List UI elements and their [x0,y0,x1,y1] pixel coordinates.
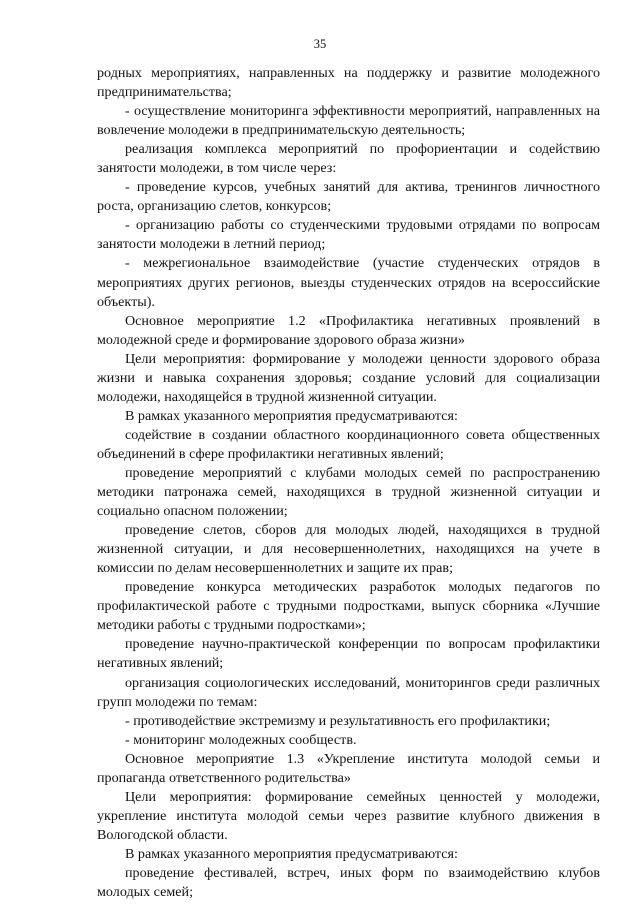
paragraph: Цели мероприятия: формирование семейных ценностей у молодежи, укрепление института молодой семьи через развитие клубного движения в Вологодской области. [97,788,600,843]
paragraph: - противодействие экстремизму и результативность его профилактики; [125,712,551,729]
page-number: 35 [313,37,327,51]
paragraph: Цели мероприятия: формирование у молодежи ценности здорового образа жизни и навыка сохранения здоровья; создание условий для социализации молодежи, находящейся в трудной жизненной ситуации. [97,350,600,405]
paragraph: проведение фестивалей, встреч, иных форм по взаимодействию клубов молодых семей; [97,864,600,901]
paragraph: проведение мероприятий с клубами молодых семей по распространению методики патронажа семей, находящихся в трудной жизненной ситуации и социально опасном положении; [97,464,600,520]
paragraph: Основное мероприятие 1.2 «Профилактика негативных проявлений в молодежной среде и формирование здорового образа жизни» [97,312,600,348]
paragraph: родных мероприятиях, направленных на поддержку и развитие молодежного предпринимательства; [97,65,600,101]
paragraph: организация социологических исследований, мониторингов среди различных групп молодежи по темам: [97,674,600,710]
paragraph: содействие в создании областного координационного совета общественных объединений в сфере профилактики негативных явлений; [97,426,600,462]
paragraph: - осуществление мониторинга эффективности мероприятий, направленных на вовлечение молодежи в предпринимательскую деятельность; [97,103,600,139]
paragraph: проведение слетов, сборов для молодых людей, находящихся в трудной жизненной ситуации, и для несовершеннолетних, находящихся на учете в комиссии по делам несовершеннолетних и защите их прав; [97,522,600,577]
paragraph: - организацию работы со студенческими трудовыми отрядами по вопросам занятости молодежи в летний период; [97,217,600,253]
paragraph: реализация комплекса мероприятий по профориентации и содействию занятости молодежи, в том числе через: [97,141,600,177]
paragraph: - проведение курсов, учебных занятий для актива, тренингов личностного роста, организацию слетов, конкурсов; [97,179,600,215]
paragraph: - мониторинг молодежных сообществ. [125,731,357,748]
paragraph: - межрегиональное взаимодействие (участие студенческих отрядов в мероприятиях других регионов, выезды студенческих отрядов на всероссийские объекты). [97,255,600,310]
body-text [97,64,600,902]
paragraph: В рамках указанного мероприятия предусматриваются: [125,845,458,862]
paragraph: проведение научно-практической конференции по вопросам профилактики негативных явлений; [97,636,600,672]
paragraph: проведение конкурса методических разработок молодых педагогов по профилактической работе с трудными подростками, выпуск сборника «Лучшие методики работы с трудными подростками»; [97,579,600,634]
paragraph: В рамках указанного мероприятия предусматриваются: [125,407,458,424]
paragraph: Основное мероприятие 1.3 «Укрепление института молодой семьи и пропаганда ответственного родительства» [97,750,600,786]
